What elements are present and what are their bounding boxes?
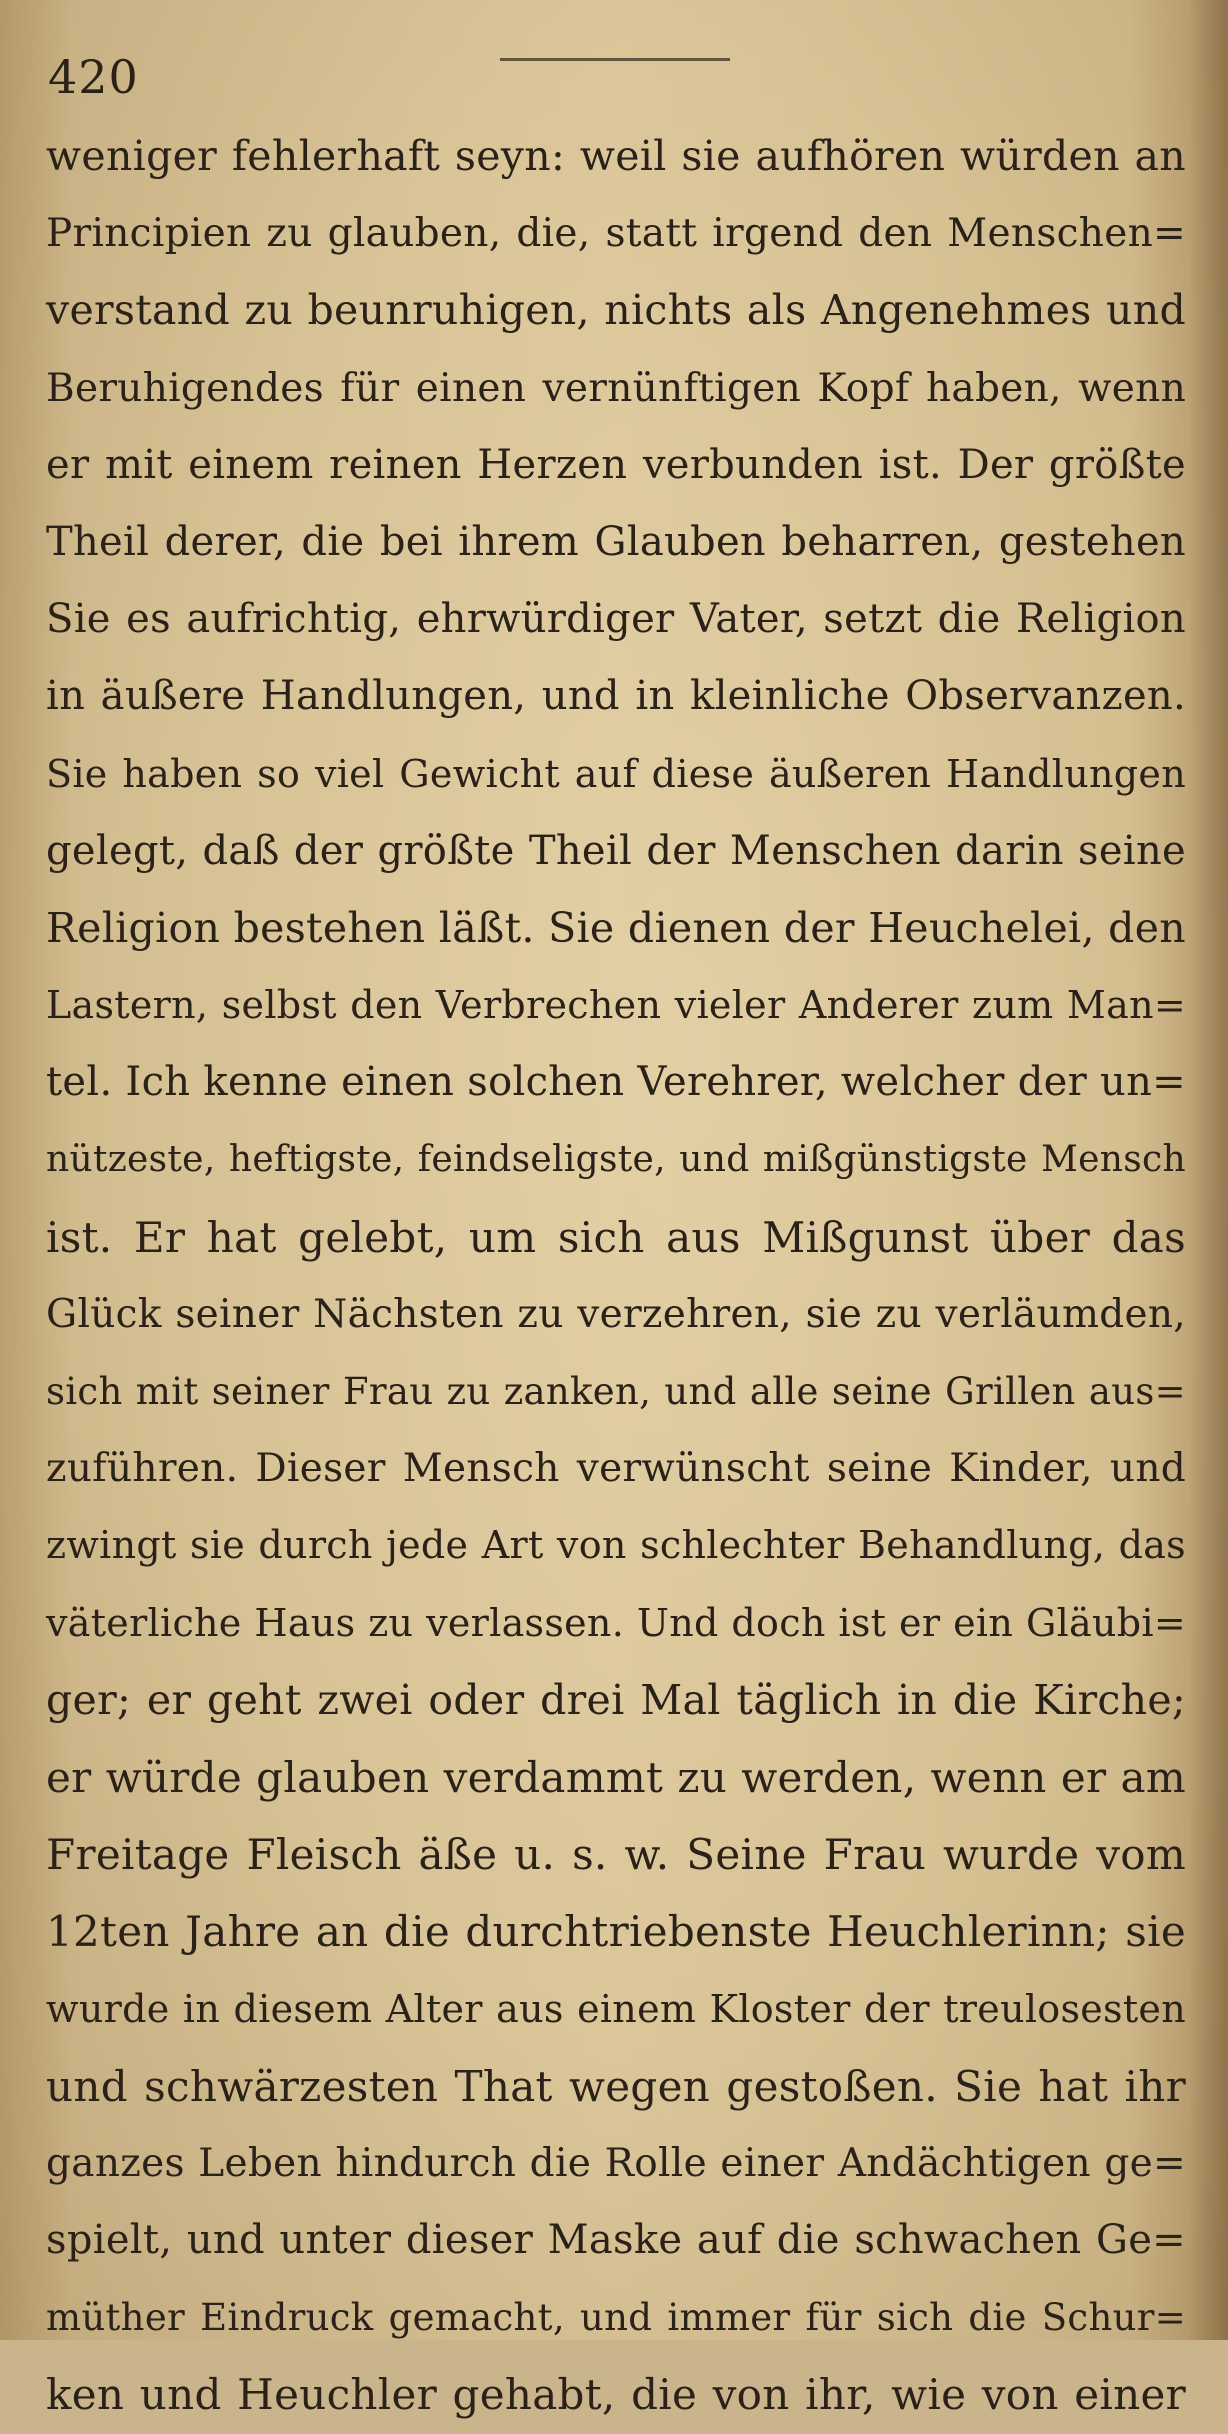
text-line: ist. Er hat gelebt, um sich aus Mißgunst über das xyxy=(46,1212,1186,1262)
text-line: ger; er geht zwei oder drei Mal täglich in die Kirche; xyxy=(46,1675,1186,1724)
text-line: zwingt sie durch jede Art von schlechter Behandlung, das xyxy=(46,1523,1186,1568)
text-line: Sie es aufrichtig, ehrwürdiger Vater, setzt die Religion xyxy=(46,596,1186,643)
text-line: tel. Ich kenne einen solchen Verehrer, welcher der un= xyxy=(46,1059,1186,1106)
text-line: müther Eindruck gemacht, und immer für sich die Schur= xyxy=(46,2296,1186,2340)
header-rule xyxy=(500,58,730,61)
text-line: wurde in diesem Alter aus einem Kloster der treulosesten xyxy=(46,1986,1186,2031)
text-line: sich mit seiner Frau zu zanken, und alle seine Grillen aus= xyxy=(46,1370,1186,1413)
text-line: Principien zu glauben, die, statt irgend den Menschen= xyxy=(46,211,1186,257)
text-line: in äußere Handlungen, und in kleinliche Observanzen. xyxy=(46,673,1186,720)
page-edge-shadow xyxy=(1188,0,1228,2340)
text-line: Sie haben so viel Gewicht auf diese äußeren Handlungen xyxy=(46,751,1186,796)
text-line: spielt, und unter dieser Maske auf die schwachen Ge= xyxy=(46,2217,1186,2264)
text-line: zuführen. Dieser Mensch verwünscht seine Kinder, und xyxy=(46,1446,1186,1492)
body-text xyxy=(46,118,1186,2434)
text-line: er mit einem reinen Herzen verbunden ist. Der größte xyxy=(46,441,1186,488)
text-line: Theil derer, die bei ihrem Glauben beharren, gestehen xyxy=(46,518,1186,565)
text-line: gelegt, daß der größte Theil der Menschen darin seine xyxy=(46,827,1186,874)
text-line: ken und Heuchler gehabt, die von ihr, wie von einer xyxy=(46,2370,1186,2420)
text-line: Lastern, selbst den Verbrechen vieler Anderer zum Man= xyxy=(46,983,1186,1028)
text-line: ganzes Leben hindurch die Rolle einer Andächtigen ge= xyxy=(46,2140,1186,2186)
text-line: väterliche Haus zu verlassen. Und doch ist er ein Gläubi= xyxy=(46,1600,1186,1645)
page-number: 420 xyxy=(48,50,139,104)
text-line: weniger fehlerhaft seyn: weil sie aufhören würden an xyxy=(46,132,1186,180)
text-line: und schwärzesten That wegen gestoßen. Sie hat ihr xyxy=(46,2061,1186,2111)
text-line: 12ten Jahre an die durchtriebenste Heuchlerinn; sie xyxy=(46,1907,1186,1957)
text-line: Beruhigendes für einen vernünftigen Kopf haben, wenn xyxy=(46,365,1186,411)
text-line: verstand zu beunruhigen, nichts als Angenehmes und xyxy=(46,286,1186,335)
text-line: Glück seiner Nächsten zu verzehren, sie zu verläumden, xyxy=(46,1291,1186,1337)
text-line: Freitage Fleisch äße u. s. w. Seine Frau wurde vom xyxy=(46,1830,1186,1880)
text-line: Religion bestehen läßt. Sie dienen der Heuchelei, den xyxy=(46,903,1186,952)
text-line: nützeste, heftigste, feindseligste, und mißgünstigste Mensch xyxy=(46,1139,1186,1181)
text-line: er würde glauben verdammt zu werden, wenn er am xyxy=(46,1752,1186,1802)
